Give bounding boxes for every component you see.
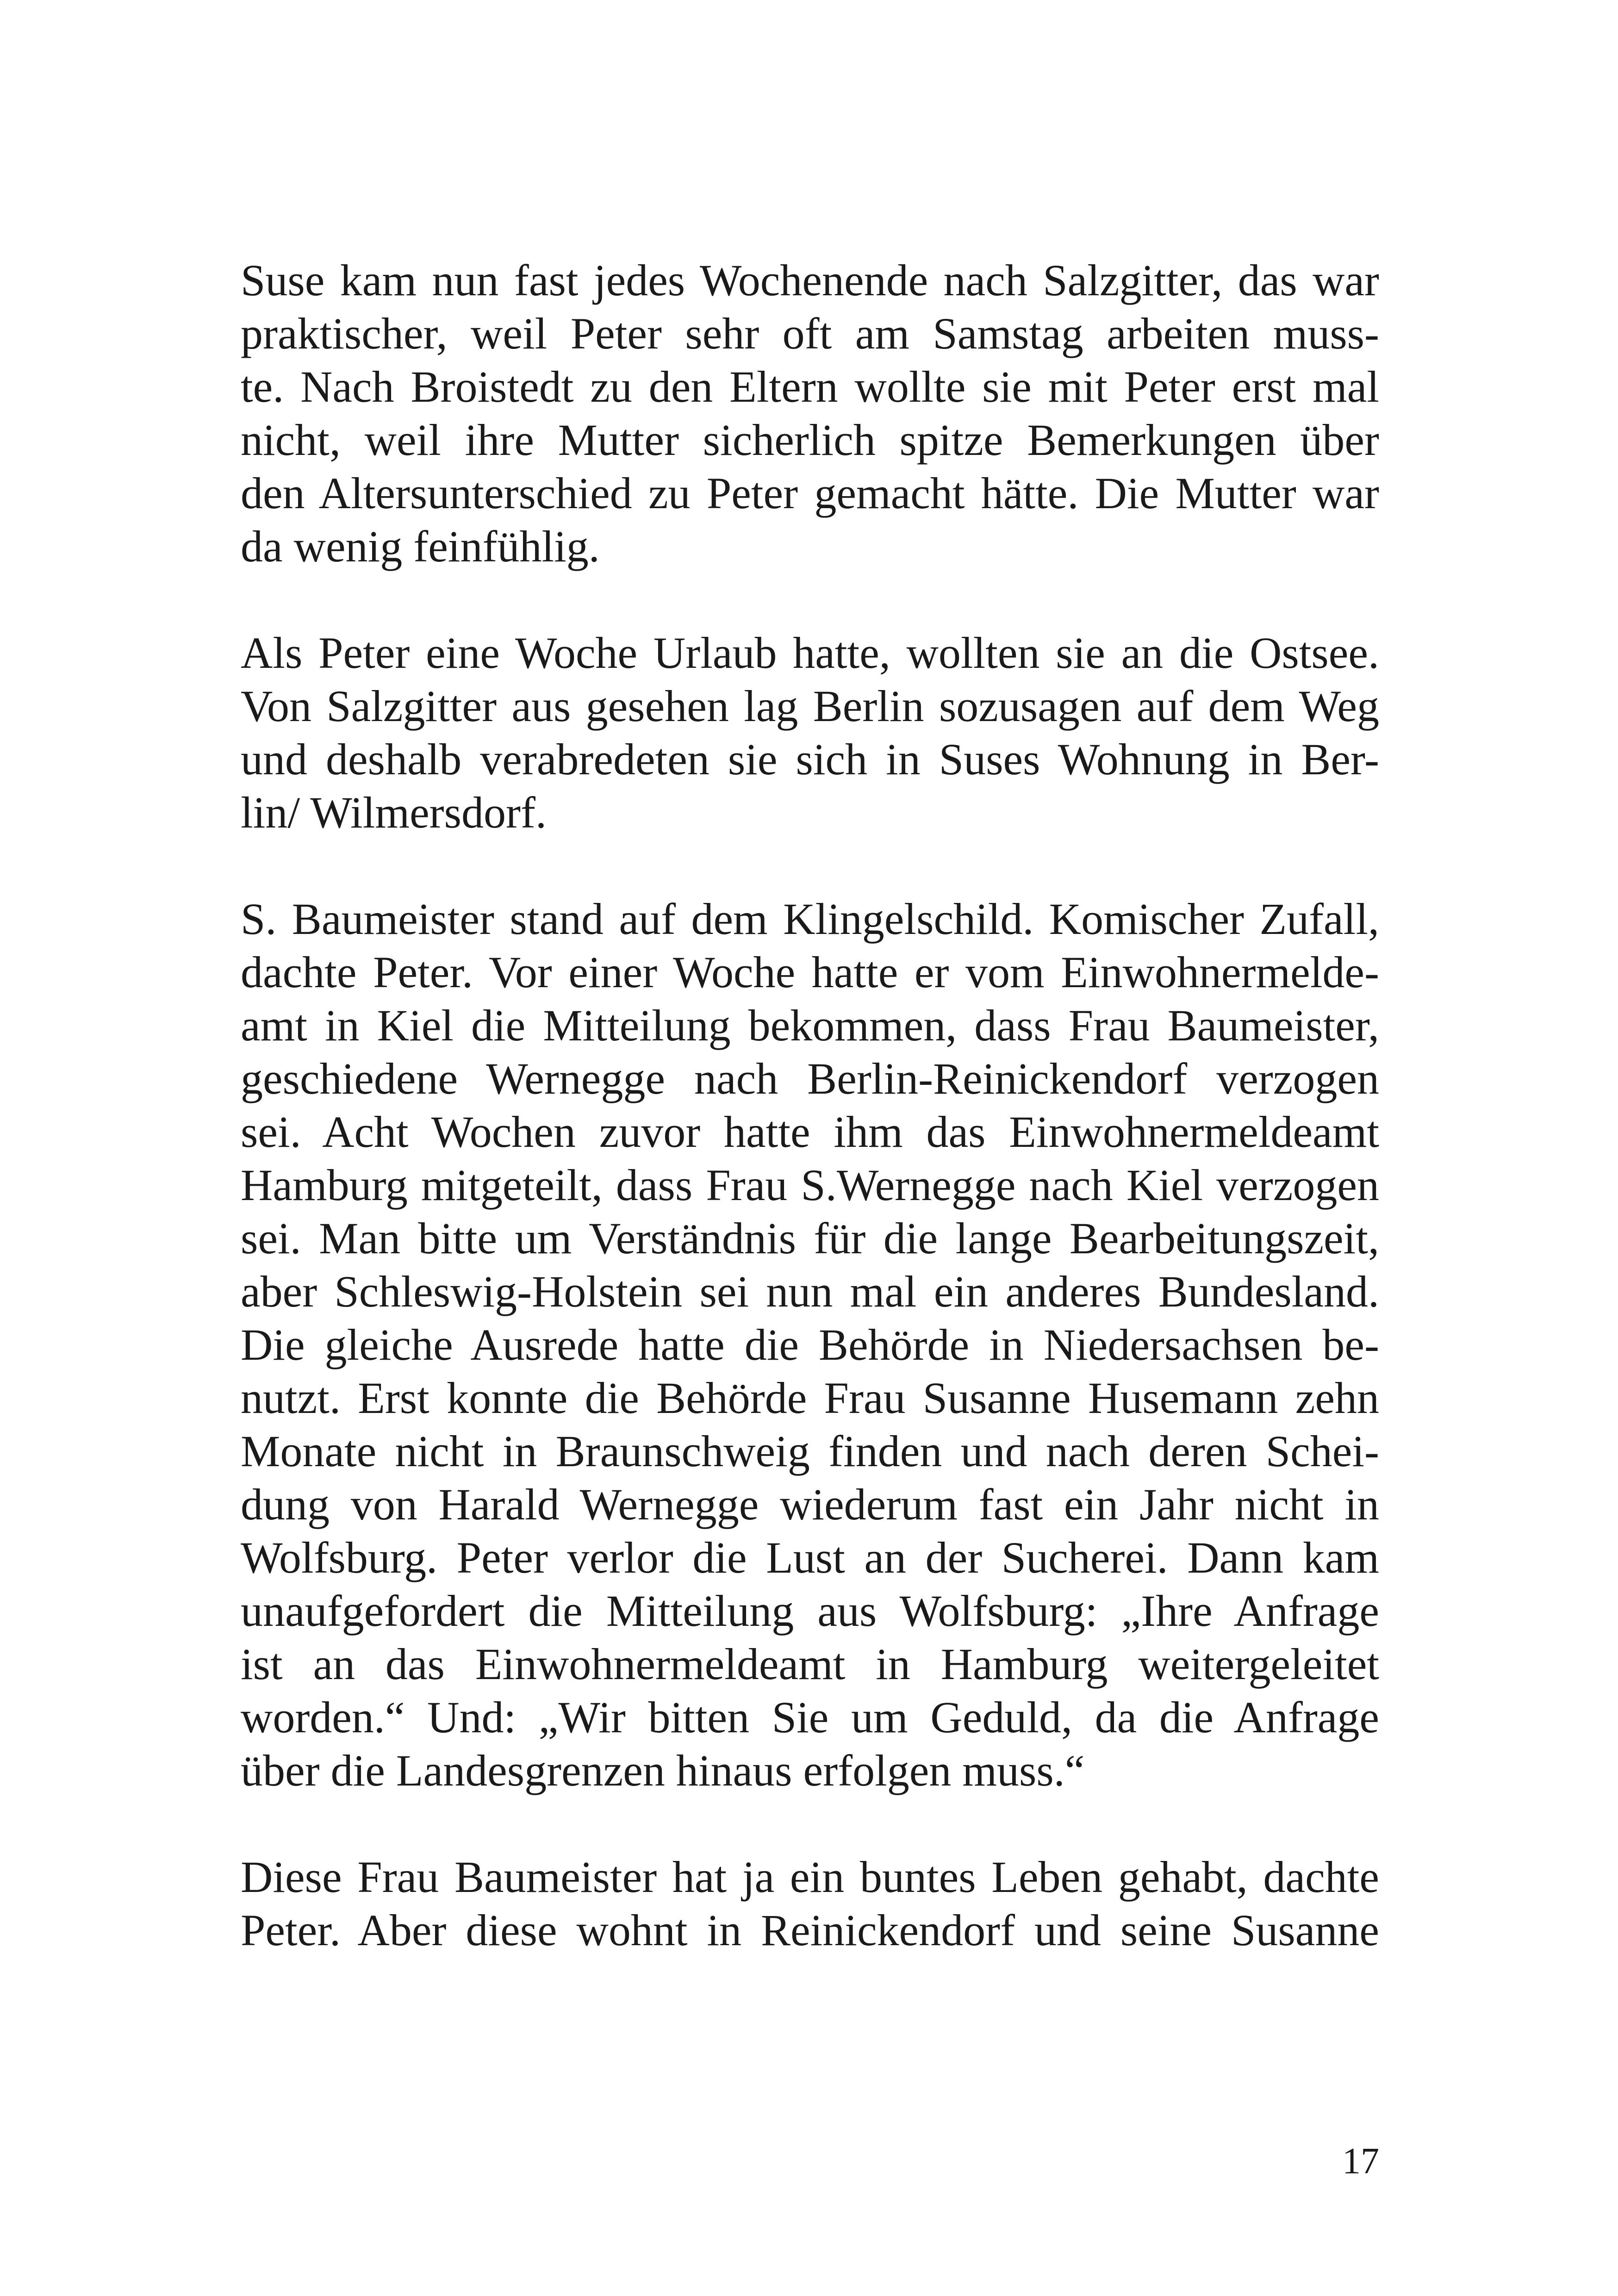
paragraph [241, 1850, 1379, 1957]
text-line: Suse kam nun fast jedes Wochenende nach Salzgitter, das war [241, 255, 1379, 305]
text-line: sei. Man bitte um Verständnis für die lange Bearbeitungszeit, [241, 1213, 1379, 1263]
body-text [241, 254, 1379, 1957]
text-line: ist an das Einwohnermeldeamt in Hamburg weitergeleitet [241, 1639, 1379, 1689]
text-line: Monate nicht in Braunschweig finden und nach deren Schei- [241, 1426, 1379, 1476]
text-line: lin/ Wilmersdorf. [241, 788, 547, 837]
text-line: geschiedene Wernegge nach Berlin-Reinickendorf verzogen [241, 1054, 1379, 1103]
text-line: praktischer, weil Peter sehr oft am Samstag arbeiten muss- [241, 309, 1379, 358]
text-line: dung von Harald Wernegge wiederum fast ein Jahr nicht in [241, 1480, 1379, 1529]
paragraph [241, 892, 1379, 1797]
text-line: S. Baumeister stand auf dem Klingelschild. Komischer Zufall, [241, 894, 1379, 944]
text-line: dachte Peter. Vor einer Woche hatte er vom Einwohnermelde- [241, 947, 1379, 997]
text-line: Peter. Aber diese wohnt in Reinickendorf und seine Susanne [241, 1905, 1379, 1955]
page-number: 17 [1342, 2141, 1379, 2182]
text-line: te. Nach Broistedt zu den Eltern wollte sie mit Peter erst mal [241, 362, 1379, 411]
text-line: da wenig feinfühlig. [241, 522, 600, 571]
text-line: den Altersunterschied zu Peter gemacht hätte. Die Mutter war [241, 468, 1379, 518]
text-line: Hamburg mitgeteilt, dass Frau S.Wernegge nach Kiel verzogen [241, 1160, 1379, 1210]
text-line: sei. Acht Wochen zuvor hatte ihm das Einwohnermeldeamt [241, 1107, 1379, 1157]
text-line: und deshalb verabredeten sie sich in Suses Wohnung in Ber- [241, 734, 1379, 784]
text-line: Als Peter eine Woche Urlaub hatte, wollten sie an die Ostsee. [241, 628, 1379, 678]
text-line: Diese Frau Baumeister hat ja ein buntes Leben gehabt, dachte [241, 1852, 1379, 1902]
text-line: Von Salzgitter aus gesehen lag Berlin sozusagen auf dem Weg [241, 681, 1379, 731]
text-line: nicht, weil ihre Mutter sicherlich spitze Bemerkungen über [241, 415, 1379, 465]
text-line: nutzt. Erst konnte die Behörde Frau Susanne Husemann zehn [241, 1373, 1379, 1423]
text-line: amt in Kiel die Mitteilung bekommen, dass Frau Baumeister, [241, 1001, 1379, 1050]
text-line: Wolfsburg. Peter verlor die Lust an der Sucherei. Dann kam [241, 1533, 1379, 1582]
text-line: unaufgefordert die Mitteilung aus Wolfsburg: „Ihre Anfrage [241, 1586, 1379, 1636]
paragraph [241, 626, 1379, 839]
text-line: worden.“ Und: „Wir bitten Sie um Geduld, da die Anfrage [241, 1692, 1379, 1742]
text-line: Die gleiche Ausrede hatte die Behörde in Niedersachsen be- [241, 1320, 1379, 1369]
text-line: über die Landesgrenzen hinaus erfolgen muss.“ [241, 1746, 1085, 1795]
paragraph [241, 254, 1379, 573]
text-line: aber Schleswig-Holstein sei nun mal ein anderes Bundesland. [241, 1267, 1379, 1316]
